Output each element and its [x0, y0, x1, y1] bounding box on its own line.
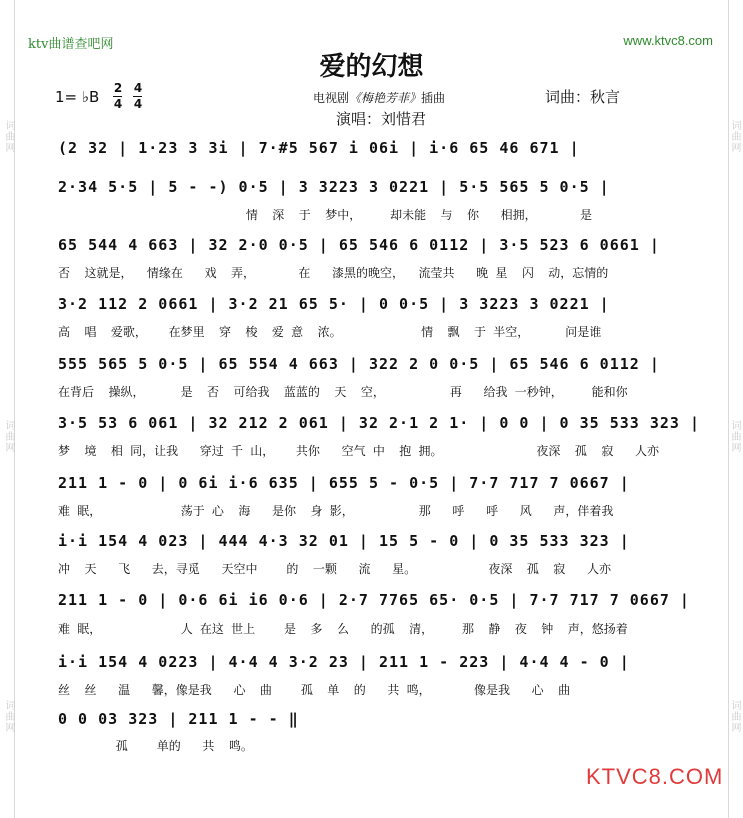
score-lyrics-line: 难 眠， 人 在这 世上 是 多 么 的孤 清， 那 静 夜 钟 声，悠扬着 — [58, 622, 628, 636]
song-title: 爱的幻想 — [319, 52, 424, 82]
score-notes-line: (2 32 | 1·23 3 3i | 7·#5 567 i 06i | i·6 65 46 671 | — [58, 139, 580, 157]
score-notes-line: 65 544 4 663 | 32 2·0 0·5 | 65 546 6 0112 | 3·5 523 6 0661 | — [58, 236, 660, 254]
score-lyrics-line: 丝 丝 温 馨，像是我 心 曲 孤 单 的 共 鸣， 像是我 心 曲 — [58, 683, 571, 697]
watermark: 词曲网 — [3, 120, 14, 153]
score-lyrics-line: 否 这就是， 情缘在 戏 弄， 在 漆黑的晚空， 流莹共 晚 星 闪 动，忘情的 — [58, 266, 609, 280]
score-lyrics-line: 梦 境 相 同，让我 穿过 千 山， 共你 空气 中 抱 拥。 夜深 孤 寂 人亦 — [58, 444, 659, 458]
time-sig-numerator: 4 — [133, 81, 143, 95]
score-lyrics-line: 高 唱 爱歌， 在梦里 穿 梭 爱 意 浓。 情 飘 于 半空， 问是谁 — [58, 325, 602, 339]
score-notes-line: 3·5 53 6 061 | 32 212 2 061 | 32 2·1 2 1· | 0 0 | 0 35 533 323 | — [58, 414, 700, 432]
site-name-link[interactable]: ktv曲谱查吧网 — [28, 37, 114, 52]
time-signature-2-4 — [113, 82, 123, 111]
time-signature-4-4 — [133, 82, 143, 111]
score-notes-line: 211 1 - 0 | 0 6i i·6 635 | 655 5 - 0·5 | 7·7 717 7 0667 | — [58, 474, 630, 492]
composer-credit: 词曲：秋言 — [545, 88, 621, 106]
score-lyrics-line: 冲 天 飞 去，寻觅 天空中 的 一颗 流 星。 夜深 孤 寂 人亦 — [58, 562, 611, 576]
watermark: 词曲网 — [729, 700, 740, 733]
time-sig-denominator: 4 — [133, 97, 143, 111]
ktvc8-logo: KTVC8.COM — [586, 764, 724, 789]
score-notes-line: 0 0 03 323 | 211 1 - - ‖ — [58, 710, 299, 728]
score-lyrics-line: 在背后 操纵， 是 否 可给我 蓝蓝的 天 空， 再 给我 一秒钟， 能和你 — [58, 385, 628, 399]
score-lyrics-line: 情 深 于 梦中， 却未能 与 你 相拥， 是 — [58, 208, 593, 222]
score-lyrics-line: 孤 单的 共 鸣。 — [58, 739, 253, 753]
score-notes-line: 555 565 5 0·5 | 65 554 4 663 | 322 2 0 0·5 | 65 546 6 0112 | — [58, 355, 660, 373]
subtitle-work: 《梅艳芳菲》 — [349, 91, 422, 105]
score-lyrics-line: 难 眠， 荡于 心 海 是你 身 影， 那 呼 呼 风 声，伴着我 — [58, 504, 614, 518]
singer-credit: 演唱：刘惜君 — [336, 110, 427, 128]
time-sig-denominator: 4 — [113, 97, 123, 111]
subtitle-pre: 电视剧 — [313, 91, 350, 105]
watermark: 词曲网 — [3, 700, 14, 733]
score-notes-line: 211 1 - 0 | 0·6 6i i6 0·6 | 2·7 7765 65· 0·5 | 7·7 717 7 0667 | — [58, 591, 690, 609]
subtitle-post: 插曲 — [421, 91, 446, 105]
subtitle — [313, 89, 445, 106]
score-notes-line: 3·2 112 2 0661 | 3·2 21 65 5· | 0 0·5 | 3 3223 3 0221 | — [58, 295, 610, 313]
score-notes-line: i·i 154 4 0223 | 4·4 4 3·2 23 | 211 1 - 223 | 4·4 4 - 0 | — [58, 653, 630, 671]
score-notes-line: 2·34 5·5 | 5 - -) 0·5 | 3 3223 3 0221 | 5·5 565 5 0·5 | — [58, 178, 610, 196]
watermark: 词曲网 — [729, 420, 740, 453]
watermark: 词曲网 — [3, 420, 14, 453]
site-url-link[interactable]: www.ktvc8.com — [623, 33, 713, 48]
watermark: 词曲网 — [729, 120, 740, 153]
score-notes-line: i·i 154 4 023 | 444 4·3 32 01 | 15 5 - 0 | 0 35 533 323 | — [58, 532, 630, 550]
time-sig-numerator: 2 — [113, 81, 123, 95]
key-signature: 1= ♭B — [55, 88, 100, 106]
